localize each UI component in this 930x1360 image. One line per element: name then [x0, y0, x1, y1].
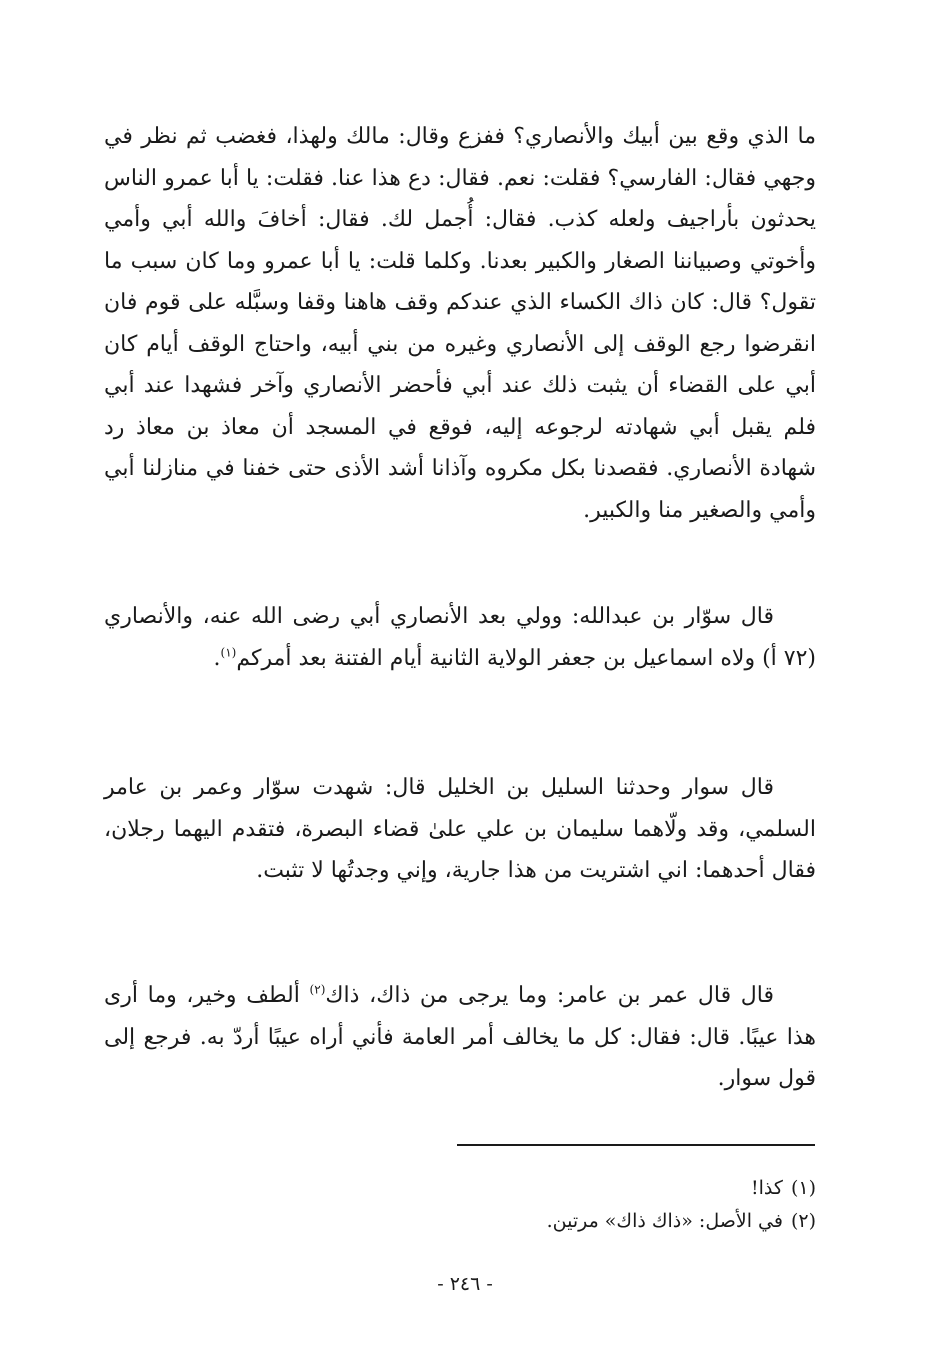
paragraph-3-text: قال سوار وحدثنا السليل بن الخليل قال: شهدت سوّار وعمر بن عامر السلمي، وقد ولّاهما سليمان بن علي علىٰ قضاء البصرة، فتقدم اليهما رجلان، فقال أحدهما: اني اشتريت من هذا جارية، وإني وجدتُها لا تثبت. — [104, 775, 816, 883]
footnote-ref-1: (١) — [220, 645, 237, 660]
paragraph-4-text-start: قال قال عمر بن عامر: وما يرجى من ذاك، ذاك — [325, 983, 774, 1008]
paragraph-3 — [104, 767, 816, 892]
paragraph-2 — [104, 596, 816, 679]
paragraph-1 — [104, 116, 816, 531]
footnote-1-text: كذا! — [751, 1177, 783, 1199]
footnote-2-number: (٢) — [790, 1210, 816, 1232]
footnote-separator — [457, 1144, 815, 1146]
footnotes — [104, 1172, 816, 1238]
paragraph-1-text: ما الذي وقع بين أبيك والأنصاري؟ ففزع وقال: مالك ولهذا، فغضب ثم نظر في وجهي فقال: الفارسي؟ فقلت: نعم. فقال: دع هذا عنا. فقلت: يا أبا عمرو الناس يحدثون بأراجيف ولعله كذب. فقال: أُجمل لك. فقال: أخافَ والله أبي وأمي وأخوتي وصبياننا الصغار والكبير بعدنا. وكلما قلت: يا أبا عمرو وما كان سبب ما تقول؟ قال: كان ذاك الكساء الذي عندكم وقف هاهنا وقفا وسبَّله على قوم فان انقرضوا رجع الوقف إلى الأنصاري وغيره من بني أبيه، واحتاج الوقف أيام كان أبي على القضاء أن يثبت ذلك عند أبي فأحضر الأنصاري وآخر فشهدا عند أبي فلم يقبل أبي شهادته لرجوعه إليه، فوقع في المسجد أن معاذ بن معاذ رد شهادة الأنصاري. فقصدنا بكل مكروه وآذانا أشد الأذى حتى خفنا في منازلنا أبي وأمي والصغير منا والكبير. — [104, 124, 816, 523]
footnote-2-text: في الأصل: «ذاك ذاك» مرتين. — [546, 1210, 783, 1232]
paragraph-4 — [104, 975, 816, 1100]
page-number: - ٢٤٦ - — [437, 1273, 493, 1295]
footnote-ref-2: (٢) — [309, 982, 326, 997]
paragraph-2-end: . — [213, 645, 221, 671]
paragraph-4-text-rest: ألطف وخير، وما أرى هذا عيبًا. قال: فقال: كل ما يخالف أمر العامة فأني أراه عيبًا أردّ به. فرجع إلى قول سوار. — [104, 983, 816, 1091]
footnote-2 — [104, 1205, 816, 1238]
footnote-1-number: (١) — [790, 1177, 816, 1199]
paragraph-2-text: قال سوّار بن عبدالله: وولي بعد الأنصاري أبي رضى الله عنه، والأنصاري (٧٢ أ) ولاه اسماعيل بن جعفر الولاية الثانية أيام الفتنة بعد أمركم — [104, 604, 816, 671]
footnote-1 — [104, 1172, 816, 1205]
